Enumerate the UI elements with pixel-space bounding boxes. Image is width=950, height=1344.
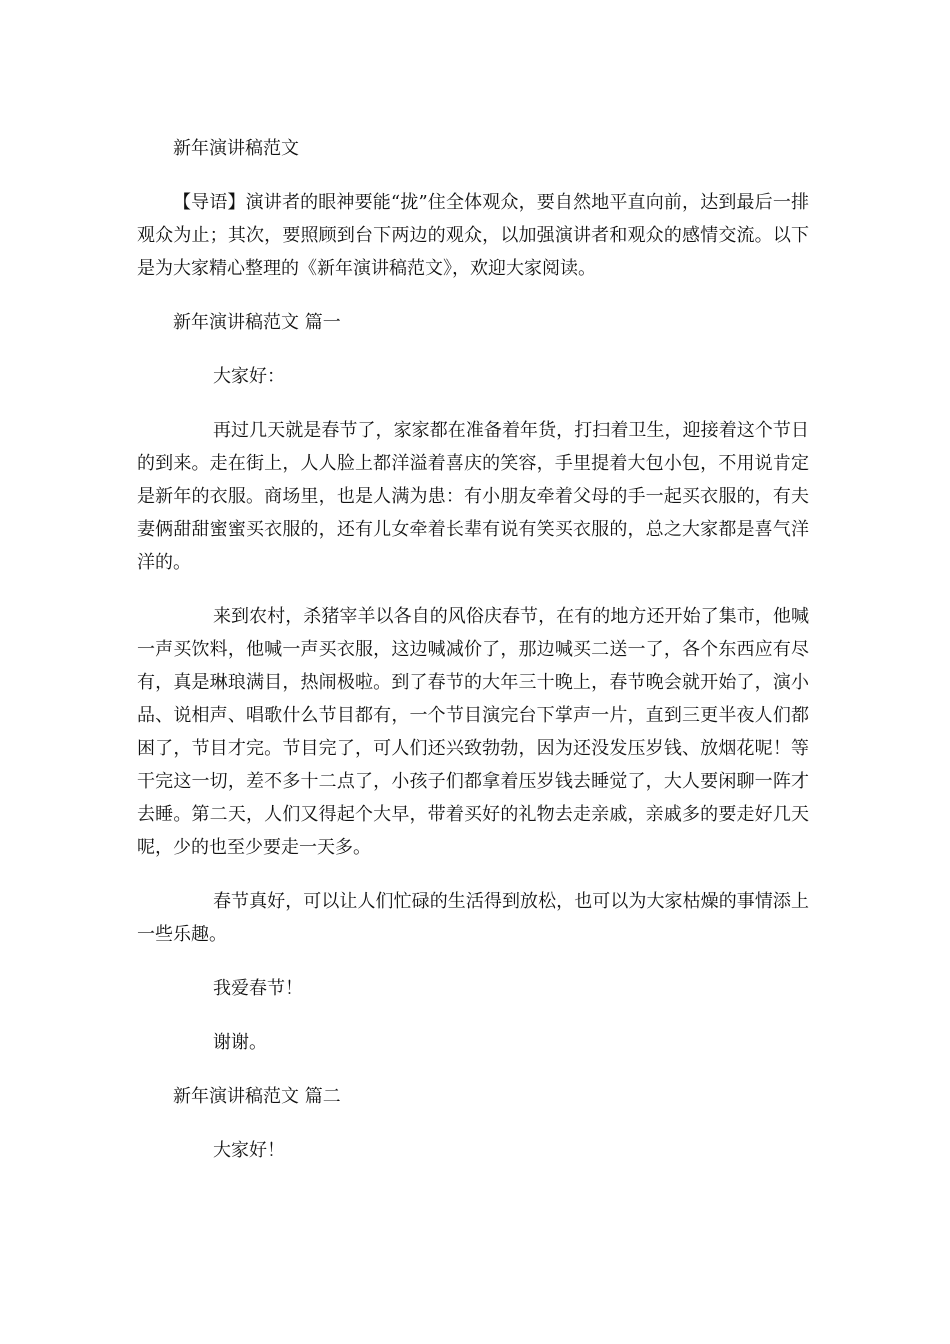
intro-paragraph: 【导语】演讲者的眼神要能“拢”住全体观众，要自然地平直向前，达到最后一排观众为止；其次，要照顾到台下两边的观众，以加强演讲者和观众的感情交流。以下是为大家精心整理的《新年演讲稿范文》，欢迎大家阅读。: [137, 192, 809, 279]
section-2-greeting: 大家好！: [213, 1140, 285, 1161]
section-1-heading: 新年演讲稿范文 篇一: [173, 312, 341, 333]
section-1-paragraph-3: 春节真好，可以让人们忙碌的生活得到放松，也可以为大家枯燥的事情添上一些乐趣。: [137, 891, 809, 945]
section-1-paragraph-5: 谢谢。: [213, 1032, 267, 1053]
section-2-heading: 新年演讲稿范文 篇二: [173, 1086, 341, 1107]
document-body: [137, 132, 809, 1188]
section-1-paragraph-1: 再过几天就是春节了，家家都在准备着年货，打扫着卫生，迎接着这个节日的到来。走在街上，人人脸上都洋溢着喜庆的笑容，手里提着大包小包，不用说肯定是新年的衣服。商场里，也是人满为患：有小朋友牵着父母的手一起买衣服的，有夫妻俩甜甜蜜蜜买衣服的，还有儿女牵着长辈有说有笑买衣服的，总之大家都是喜气洋洋的。: [137, 420, 809, 573]
document-title: 新年演讲稿范文: [173, 138, 299, 159]
section-1-paragraph-4: 我爱春节！: [213, 978, 303, 999]
section-1-greeting: 大家好：: [213, 366, 285, 387]
section-1-paragraph-2: 来到农村，杀猪宰羊以各自的风俗庆春节，在有的地方还开始了集市，他喊一声买饮料，他喊一声买衣服，这边喊减价了，那边喊买二送一了，各个东西应有尽有，真是琳琅满目，热闹极啦。到了春节的大年三十晚上，春节晚会就开始了，演小品、说相声、唱歌什么节目都有，一个节目演完台下掌声一片，直到三更半夜人们都困了，节目才完。节目完了，可人们还兴致勃勃，因为还没发压岁钱、放烟花呢！等干完这一切，差不多十二点了，小孩子们都拿着压岁钱去睡觉了，大人要闲聊一阵才去睡。第二天，人们又得起个大早，带着买好的礼物去走亲戚，亲戚多的要走好几天呢，少的也至少要走一天多。: [137, 606, 809, 858]
